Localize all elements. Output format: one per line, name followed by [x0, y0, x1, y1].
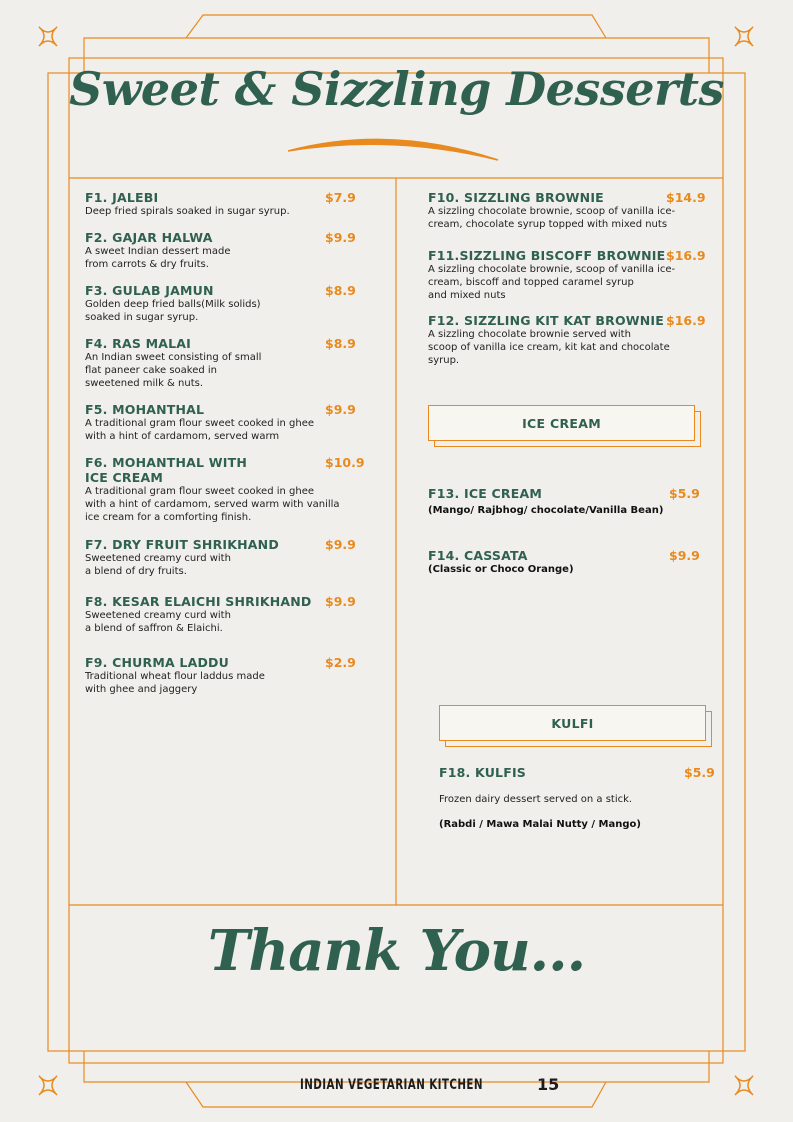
item-description: A traditional gram flour sweet cooked in ghee with a hint of cardamom, served warm — [85, 418, 315, 442]
item-price: $9.9 — [325, 594, 356, 609]
menu-item — [85, 336, 385, 390]
item-description: A traditional gram flour sweet cooked in ghee with a hint of cardamom, served warm with vanilla ice cream for a comforting finish. — [85, 486, 340, 523]
item-name: F14. CASSATA — [428, 548, 528, 563]
page-title: Sweet & Sizzling Desserts — [69, 62, 724, 116]
item-price: $9.9 — [325, 230, 356, 245]
ice-cream-section-heading: ICE CREAM — [428, 405, 695, 441]
item-description: An Indian sweet consisting of small flat paneer cake soaked in sweetened milk & nuts. — [85, 352, 262, 389]
item-price: $16.9 — [666, 248, 706, 263]
item-name: F2. GAJAR HALWA — [85, 230, 213, 245]
menu-item-f14 — [428, 548, 698, 576]
corner-star-icon — [39, 27, 57, 46]
item-description: A sizzling chocolate brownie, scoop of vanilla ice- cream, biscoff and topped caramel syrup and mixed nuts — [428, 264, 676, 301]
menu-item — [85, 402, 385, 443]
menu-item — [85, 537, 385, 578]
item-name: F13. ICE CREAM — [428, 486, 542, 501]
item-price: $9.9 — [325, 537, 356, 552]
item-price: $10.9 — [325, 455, 365, 470]
menu-item — [85, 283, 385, 324]
item-price: $9.9 — [669, 548, 700, 563]
item-description: A sizzling chocolate brownie served with scoop of vanilla ice cream, kit kat and chocolate syrup. — [428, 329, 670, 366]
item-description: Deep fried spirals soaked in sugar syrup. — [85, 206, 290, 217]
item-description: Golden deep fried balls(Milk solids) soaked in sugar syrup. — [85, 299, 261, 323]
item-options: (Classic or Choco Orange) — [428, 564, 574, 575]
item-name: F12. SIZZLING KIT KAT BROWNIE — [428, 313, 665, 328]
item-price: $7.9 — [325, 190, 356, 205]
menu-item — [428, 313, 728, 367]
corner-star-icon — [735, 27, 753, 46]
item-name: F9. CHURMA LADDU — [85, 655, 229, 670]
item-description: Sweetened creamy curd with a blend of saffron & Elaichi. — [85, 610, 231, 634]
item-price: $8.9 — [325, 283, 356, 298]
thank-you-text: Thank You... — [207, 918, 586, 984]
footer-brand: INDIAN VEGETARIAN KITCHEN — [300, 1077, 483, 1093]
page-number: 15 — [537, 1075, 560, 1094]
item-options: (Mango/ Rajbhog/ chocolate/Vanilla Bean) — [428, 505, 664, 516]
menu-item — [85, 230, 385, 271]
menu-item — [85, 655, 385, 696]
item-options: (Rabdi / Mawa Malai Nutty / Mango) — [439, 819, 641, 830]
menu-item-f13 — [428, 486, 698, 517]
item-name: F3. GULAB JAMUN — [85, 283, 214, 298]
item-name: F5. MOHANTHAL — [85, 402, 205, 417]
item-description: Traditional wheat flour laddus made with ghee and jaggery — [85, 671, 265, 695]
menu-item — [428, 248, 728, 302]
item-name: F6. MOHANTHAL WITH ICE CREAM — [85, 455, 248, 485]
item-name: F1. JALEBI — [85, 190, 159, 205]
item-description: Sweetened creamy curd with a blend of dry fruits. — [85, 553, 231, 577]
item-description: Frozen dairy dessert served on a stick. — [439, 794, 633, 805]
menu-item-f18 — [439, 765, 714, 831]
corner-star-icon — [39, 1076, 57, 1095]
item-name: F11.SIZZLING BISCOFF BROWNIE — [428, 248, 666, 263]
item-price: $8.9 — [325, 336, 356, 351]
item-name: F10. SIZZLING BROWNIE — [428, 190, 604, 205]
item-price: $5.9 — [684, 765, 715, 780]
item-price: $2.9 — [325, 655, 356, 670]
item-name: F7. DRY FRUIT SHRIKHAND — [85, 537, 279, 552]
menu-item — [85, 594, 385, 635]
item-price: $5.9 — [669, 486, 700, 501]
corner-star-icon — [735, 1076, 753, 1095]
item-name: F4. RAS MALAI — [85, 336, 191, 351]
menu-item — [85, 455, 385, 524]
menu-item — [428, 190, 728, 231]
item-price: $14.9 — [666, 190, 706, 205]
kulfi-section-heading: KULFI — [439, 705, 706, 741]
item-description: A sweet Indian dessert made from carrots & dry fruits. — [85, 246, 231, 270]
item-name: F8. KESAR ELAICHI SHRIKHAND — [85, 594, 312, 609]
item-name: F18. KULFIS — [439, 765, 527, 780]
item-description: A sizzling chocolate brownie, scoop of vanilla ice- cream, chocolate syrup topped with mixed nuts — [428, 206, 676, 230]
item-price: $16.9 — [666, 313, 706, 328]
title-underline-swoosh — [288, 139, 498, 160]
menu-item — [85, 190, 385, 218]
item-price: $9.9 — [325, 402, 356, 417]
